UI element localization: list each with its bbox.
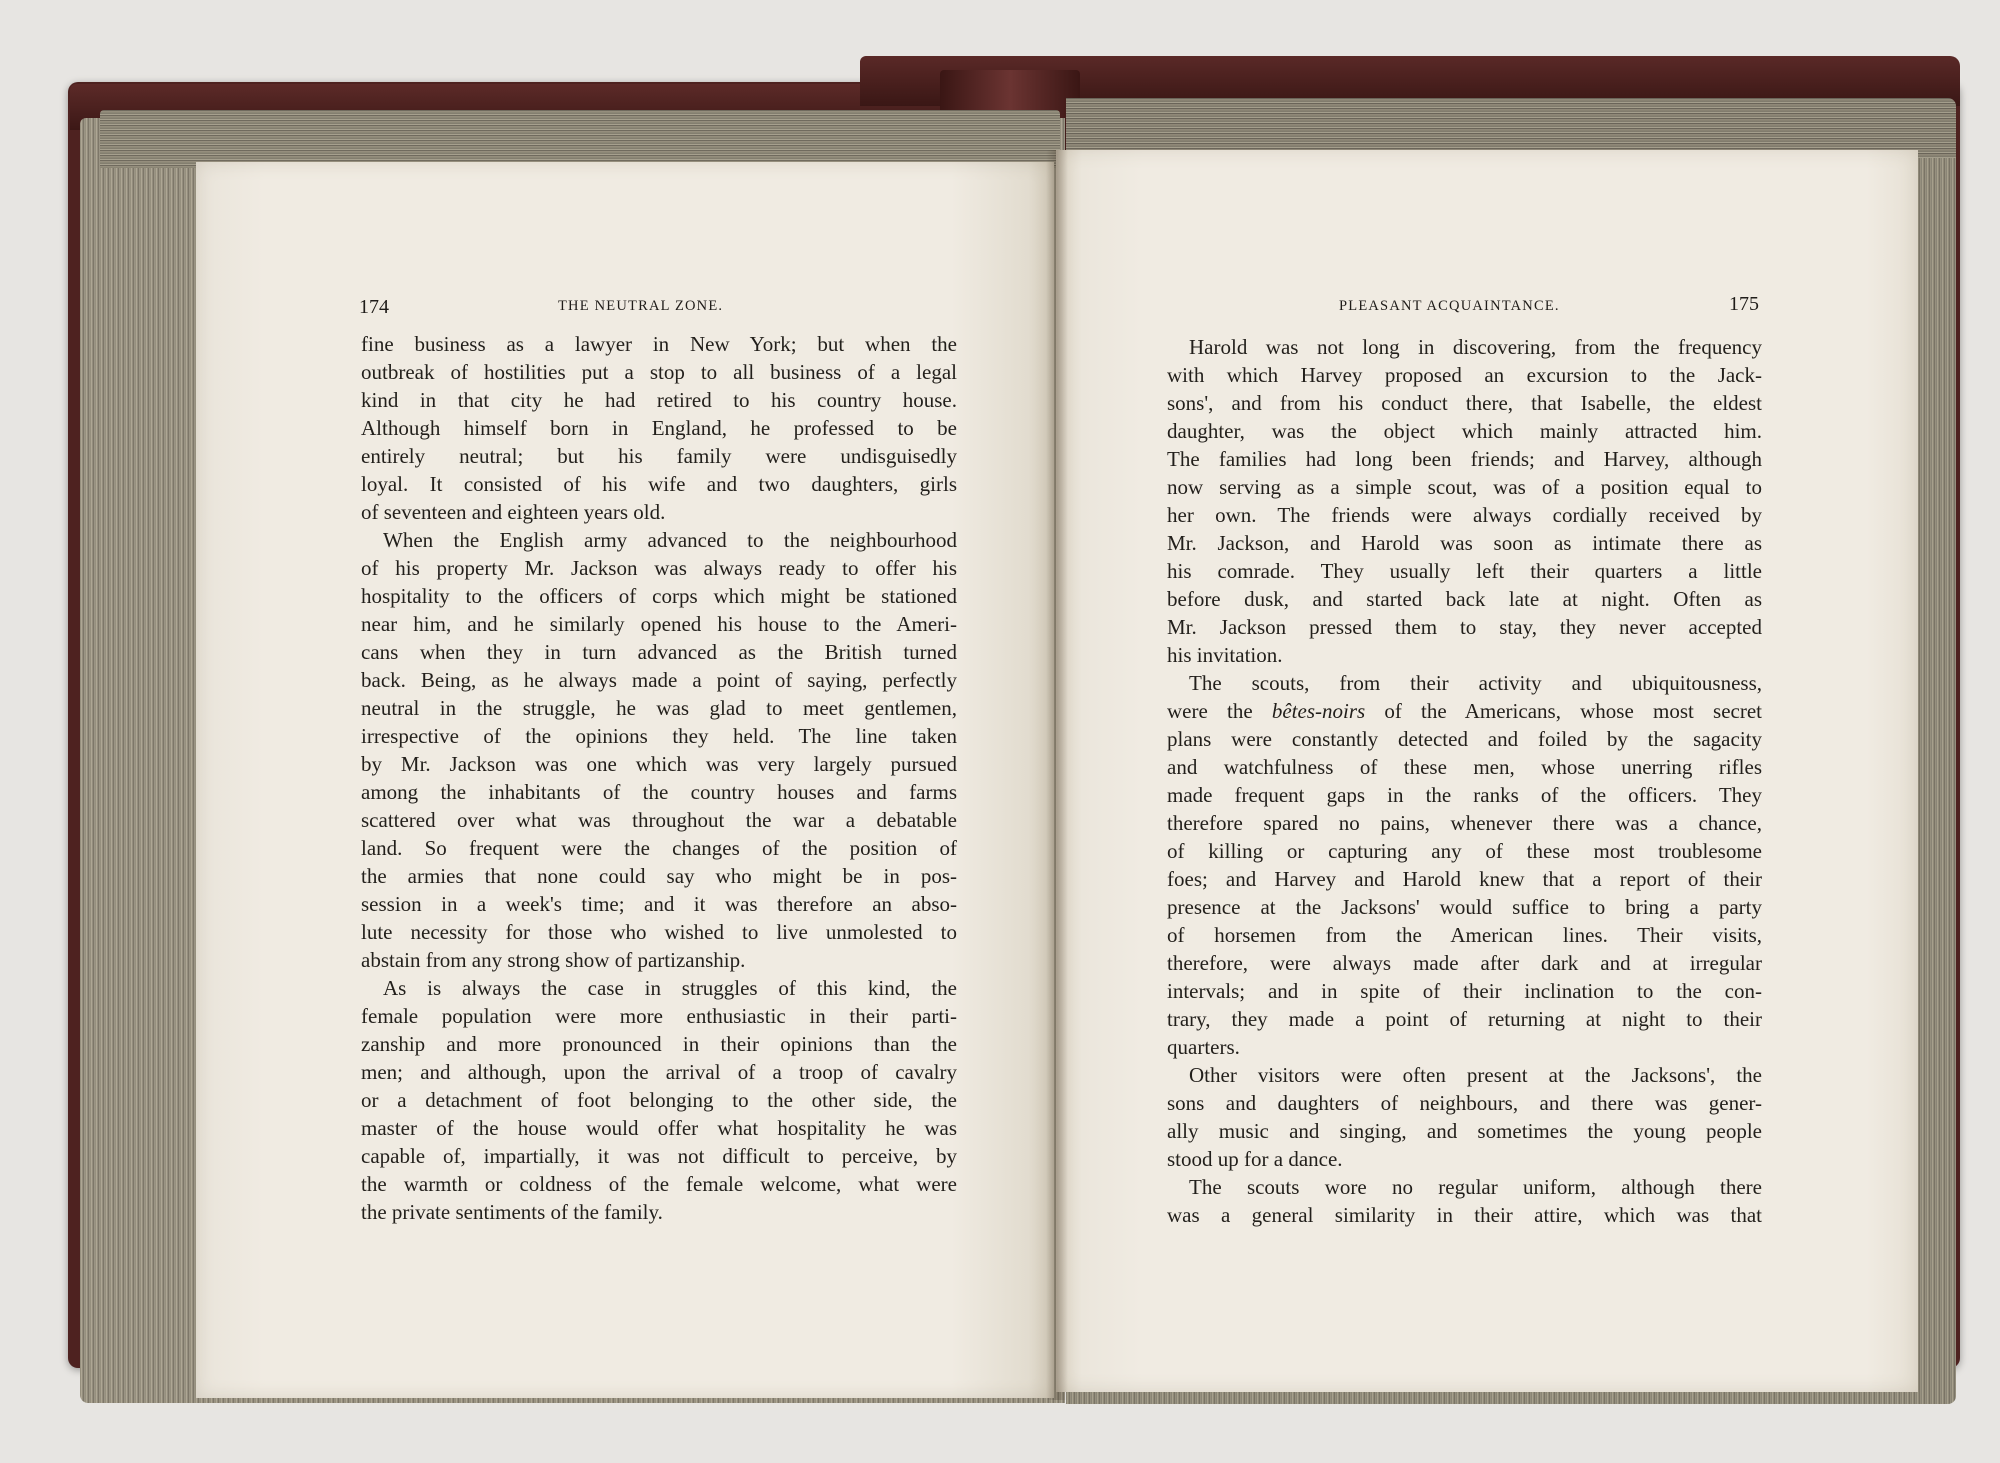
text-line: quarters. <box>1167 1035 1240 1059</box>
text-line: master of the house would offer what hospitality he was <box>361 1116 957 1140</box>
text-line: his comrade. They usually left their quarters a little <box>1167 559 1762 583</box>
text-line: back. Being, as he always made a point of saying, perfectly <box>361 668 957 692</box>
text-line: trary, they made a point of returning at night to their <box>1167 1007 1762 1031</box>
text-line: Mr. Jackson pressed them to stay, they never accepted <box>1167 615 1762 639</box>
text-line: abstain from any strong show of partizanship. <box>361 948 746 972</box>
text-line: lute necessity for those who wished to live unmolested to <box>361 920 957 944</box>
text-line: Mr. Jackson, and Harold was soon as intimate there as <box>1167 531 1762 555</box>
text-line: stood up for a dance. <box>1167 1147 1343 1171</box>
text-line: of seventeen and eighteen years old. <box>361 500 666 524</box>
text-line: The families had long been friends; and Harvey, although <box>1167 447 1762 471</box>
text-line: of killing or capturing any of these most troublesome <box>1167 839 1762 863</box>
text-line: fine business as a lawyer in New York; but when the <box>361 332 957 356</box>
text-line: now serving as a simple scout, was of a position equal to <box>1167 475 1762 499</box>
text-line: of his property Mr. Jackson was always ready to offer his <box>361 556 957 580</box>
text-line: or a detachment of foot belonging to the other side, the <box>361 1088 957 1112</box>
text-line: with which Harvey proposed an excursion to the Jack- <box>1167 363 1762 387</box>
text-line: was a general similarity in their attire, which was that <box>1167 1203 1762 1227</box>
text-line: The scouts, from their activity and ubiquitousness, <box>1189 671 1762 695</box>
text-line: by Mr. Jackson was one which was very largely pursued <box>361 752 957 776</box>
text-line: and watchfulness of these men, whose unerring rifles <box>1167 755 1762 779</box>
text-line: capable of, impartially, it was not difficult to perceive, by <box>361 1144 957 1168</box>
text-line: foes; and Harvey and Harold knew that a report of their <box>1167 867 1762 891</box>
text-line: therefore, were always made after dark and at irregular <box>1167 951 1762 975</box>
text-line: therefore spared no pains, whenever there was a chance, <box>1167 811 1762 835</box>
text-line: As is always the case in struggles of this kind, the <box>383 976 957 1000</box>
text-line: made frequent gaps in the ranks of the officers. They <box>1167 783 1762 807</box>
text-line: among the inhabitants of the country houses and farms <box>361 780 957 804</box>
text-line: ally music and singing, and sometimes the young people <box>1167 1119 1762 1143</box>
page-edges-right-top <box>1066 98 1956 158</box>
text-line: plans were constantly detected and foiled by the sagacity <box>1167 727 1762 751</box>
text-line: session in a week's time; and it was therefore an abso- <box>361 892 957 916</box>
page-edges-left-top <box>100 110 1060 168</box>
left-page-number: 174 <box>359 296 389 318</box>
text-line: the private sentiments of the family. <box>361 1200 663 1224</box>
text-line: sons and daughters of neighbours, and there was gener- <box>1167 1091 1762 1115</box>
text-line: presence at the Jacksons' would suffice to bring a party <box>1167 895 1762 919</box>
text-line: Harold was not long in discovering, from the frequency <box>1189 335 1762 359</box>
text-line: cans when they in turn advanced as the British turned <box>361 640 957 664</box>
text-line: intervals; and in spite of their inclination to the con- <box>1167 979 1762 1003</box>
text-line: before dusk, and started back late at night. Often as <box>1167 587 1762 611</box>
text-line: daughter, was the object which mainly attracted him. <box>1167 419 1762 443</box>
text-line: men; and although, upon the arrival of a troop of cavalry <box>361 1060 957 1084</box>
text-line: entirely neutral; but his family were undisguisedly <box>361 444 957 468</box>
right-page-number: 175 <box>1729 293 1759 315</box>
text-line: Other visitors were often present at the Jacksons', the <box>1189 1063 1762 1087</box>
text-line: his invitation. <box>1167 643 1283 667</box>
right-page-text <box>1167 333 1762 1229</box>
text-line: female population were more enthusiastic in their parti- <box>361 1004 957 1028</box>
text-line: the warmth or coldness of the female welcome, what were <box>361 1172 957 1196</box>
page-gutter <box>1046 150 1068 1400</box>
text-line: sons', and from his conduct there, that Isabelle, the eldest <box>1167 391 1762 415</box>
text-line: the armies that none could say who might be in pos- <box>361 864 957 888</box>
text-line: land. So frequent were the changes of the position of <box>361 836 957 860</box>
text-line: irrespective of the opinions they held. The line taken <box>361 724 957 748</box>
text-line: kind in that city he had retired to his country house. <box>361 388 957 412</box>
text-line: loyal. It consisted of his wife and two daughters, girls <box>361 472 957 496</box>
text-line: Although himself born in England, he professed to be <box>361 416 957 440</box>
text-line: near him, and he similarly opened his house to the Ameri- <box>361 612 957 636</box>
left-page-text <box>361 330 957 1226</box>
text-line: The scouts wore no regular uniform, although there <box>1189 1175 1762 1199</box>
text-line: zanship and more pronounced in their opinions than the <box>361 1032 957 1056</box>
text-line: were the bêtes-noirs of the Americans, whose most secret <box>1167 699 1762 723</box>
right-running-head: PLEASANT ACQUAINTANCE. <box>1339 298 1560 314</box>
text-line: of horsemen from the American lines. Their visits, <box>1167 923 1762 947</box>
text-line: neutral in the struggle, he was glad to meet gentlemen, <box>361 696 957 720</box>
text-line: outbreak of hostilities put a stop to all business of a legal <box>361 360 957 384</box>
text-line: her own. The friends were always cordially received by <box>1167 503 1762 527</box>
italic-phrase: bêtes-noirs <box>1271 699 1366 723</box>
text-line: When the English army advanced to the neighbourhood <box>383 528 957 552</box>
text-line: hospitality to the officers of corps which might be stationed <box>361 584 957 608</box>
text-line: scattered over what was throughout the war a debatable <box>361 808 957 832</box>
left-running-head: THE NEUTRAL ZONE. <box>558 298 724 314</box>
